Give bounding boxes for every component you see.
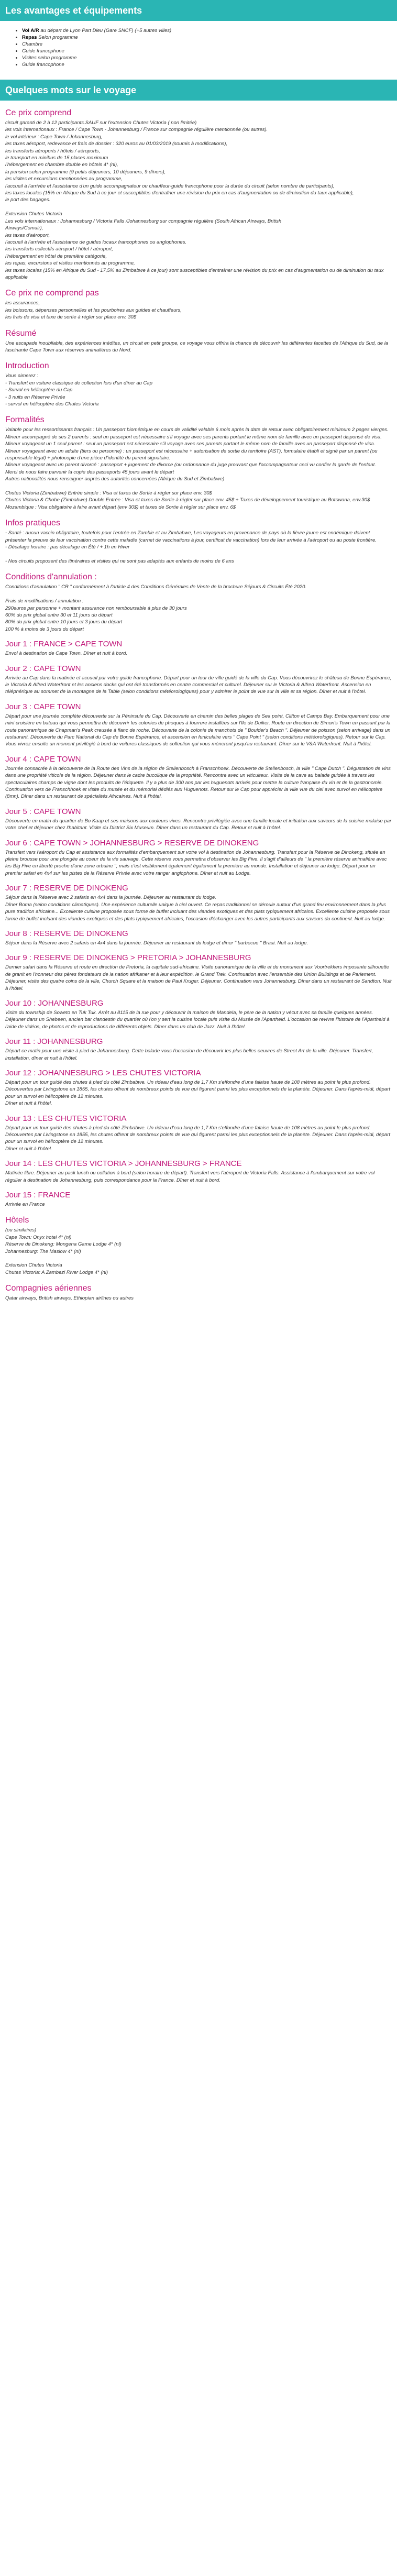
hotels-text: (ou similaires) Cape Town: Onyx hotel 4* (nl) Réserve de Dinokeng: Mongena Game Lodge 4* (nl) Johannesburg: The Maslow 4* (nl) Extension Chutes Victoria Chutes Victoria: A Zambezi River Lodge 4* (nl) xyxy=(5,1227,122,1275)
day-text: Arrivée en France xyxy=(5,1202,45,1208)
airlines-text: Qatar airways, British airways, Ethiopian airlines ou autres xyxy=(5,1295,134,1302)
day-text: Départ ce matin pour une visite à pied de Johannesburg. Cette balade vous l'occasion de découvrir les plus belles oeuvres de Street Art de la ville. Déjeuner. Transfert, installation, dîner et nuit à l'hôtel. xyxy=(5,1048,373,1061)
price-includes-text: circuit garanti de 2 à 12 participants.SAUF sur l'extension Chutes Victoria ( non limitée) les vols internationaux : France / Cape Town - Johannesburg / France sur compagnie régulière mentionnée (ou autres). le vol intérieur : Cape Town / Johannesburg, les taxes aéroport, redevance et frais de dossier : 320 euros au 01/03/2019 (soumis à modifications), les transferts aéroports / hôtels / aéroports, le transport en minibus de 15 places maximum l'hébergement en chambre double en hôtels 4* (nl), la pension selon programme (9 petits déjeuners, 10 déjeuners, 9 dîners), les visites et excursions mentionnées au programme, l'accueil à l'arrivée et l'assistance d'un guide accompagnateur ou chauffeur-guide francophone pour la durée du circuit (selon nombre de participants), les taxes locales (15% en Afrique du Sud à ce jour et susceptibles d'entraîner une révision du prix en cas d'augmentation ou de diminution du taux applicable), le port des bagages. Extension Chutes Victoria Les vols internationaux : Johannesburg / Victoria Falls /Johannesburg sur compagnie régulière (South African Airways, British Airways/Comair), les taxes d'aéroport, l'accueil à l'arrivée et l'assistance de guides locaux francophones ou anglophones. les transferts collectifs aéroport / hôtel / aéroport, l'hébergement en hôtel de première catégorie, les repas, excursions et visites mentionnés au programme, les taxes locales (15% en Afrique du Sud - 17,5% au Zimbabwe à ce jour) sont susceptibles d'entraîner une révision du prix en cas d'augmentation ou de diminution du taux applicable xyxy=(5,120,384,280)
conditions-text: Conditions d'annulation " CR " conformément à l'article 4 des Conditions Générales de Vente de la brochure Séjours & Circuits Été 2020. Frais de modifications / annulation : 290euros par personne + montant assurance non remboursable à plus de 30 jours 60% du prix global entre 30 et 11 jours du départ 80% du prix global entre 10 jours et 3 jours du départ 100 % à moins de 3 jours du départ xyxy=(5,584,307,632)
day-title: Jour 11 : JOHANNESBURG xyxy=(5,1037,103,1047)
day-title: Jour 13 : LES CHUTES VICTORIA xyxy=(5,1114,127,1123)
day-text: Séjour dans la Réserve avec 2 safaris en 4x4 dans la journée. Déjeuner au restaurant du lodge et dîner " barbecue " Braai. Nuit au lodge. xyxy=(5,940,308,946)
airlines-heading: Compagnies aériennes xyxy=(5,1284,92,1293)
day-text: Départ pour un tour guidé des chutes à pied du côté Zimbabwe. Un rideau d'eau long de 1,7 Km s'effondre d'une falaise haute de 108 mètres au point le plus profond. Découvertes par Livingstone en 1855, les chutes offrent de nombreux points de vue qui figurent parmi les plus exceptionnels de la planète. Déjeuner. Dans l'après-midi, départ pour un survol en hélicoptère de 12 minutes. Dîner et nuit à l'hôtel. xyxy=(5,1125,390,1152)
day-title: Jour 10 : JOHANNESBURG xyxy=(5,998,104,1008)
health-text: - Santé : aucun vaccin obligatoire, toutefois pour l'entrée en Zambie et au Zimbabwe, Les voyageurs en provenance de pays où la fièvre jaune est endémique doivent présenter la preuve de leur vaccination contre cette maladie (carnet de vaccinations à jour, certificat de vaccination) lors de leur arrivée à l'aéroport ou au poste frontière. - Décalage horaire : pas décalage en Été / + 1h en Hiver - Nos circuits proposent des itinéraires et visites qui ne sont pas adaptés aux enfants de moins de 6 ans xyxy=(5,530,377,564)
itinerary xyxy=(5,639,392,1208)
day-text: Dernier safari dans la Réserve et route en direction de Pretoria, la capitale sud-africaine. Visite panoramique de la ville et du monument aux Voortrekkers imposante silhouette de granit en l'honneur des pères fondateurs de la nation afrikaner et à leur expédition, le Grand Trek. Continuation avec l'ensemble des Union Buildings et de Parlement. Déjeuner, visite des quatre coins de la ville, Church Square et la maison de Paul Kruger. Déjeuner. Continuation vers Johannesburg. Dîner dans un restaurant de Sandton. Nuit à l'hôtel. xyxy=(5,964,392,992)
day-title: Jour 4 : CAPE TOWN xyxy=(5,754,81,764)
day-text: Découverte en matin du quartier de Bo Kaap et ses maisons aux couleurs vives. Rencontre privilégiée avec une famille locale et initiation aux saveurs de la cuisine malaise par votre chef et déjeuner chez l'habitant. Visite du District Six Museum. Dîner dans un restaurant du Cap. Retour et nuit à l'hôtel. xyxy=(5,818,392,831)
advantages-list xyxy=(5,27,392,68)
formalities-text: Valable pour les ressortissants français : Un passeport biométrique en cours de validité valable 6 mois après la date de retour avec obligatoirement minimum 2 pages vierges. Mineur accompagné de ses 2 parents : seul un passeport est nécessaire s'il voyage avec ses parents portant le même nom de famille avec un passeport disponsé de visa. Mineur voyageant un 1 seul parent : seul un passeport est nécessaire s'il voyage avec ses parents portant le même nom de famille avec un passeport disponsé de visa. Mineur voyageant avec un adulte (tiers ou personne) : un passeport est nécessaire + autorisation de sortie du territoire (AST), formulaire établi et signé par un parent (ou responsable légal) + photocopie d'une pièce d'identité du parent signataire. Mineur voyageant avec un parent divorcé : passeport + jugement de divorce (ou ordonnance du juge prouvant que l'accompagnateur ceci vu confier la garde de l'enfant. Merci de nous faire parvenir la copie des passeports 45 jours avant le départ Autres nationalités nous renseigner auprès des autorités concernées (Afrique du Sud et Zimbabwe) Chutes Victoria (Zimbabwe) Entrée simple : Visa et taxes de Sortie à régler sur place env. 30$ Chutes Victoria & Chobe (Zimbabwe) Double Entrée : Visa et taxes de Sortie à régler sur place env. 45$ + Taxes de développement touristique au Botswana, env.30$ Mozambique : Visa obligatoire à faire avant départ (env 30$) et taxes de Sortie à régler sur place env. 6$ xyxy=(5,427,389,510)
day-title: Jour 5 : CAPE TOWN xyxy=(5,807,81,816)
list-item: • Visites selon programme xyxy=(22,54,392,61)
day-text: Arrivée au Cap dans la matinée et accueil par votre guide francophone. Départ pour un tour de ville guidé de la ville du Cap. Vous découvrirez le château de Bonne Espérance, le Victoria & Alfred Waterfront et les anciens docks qui ont été transformés en centre commercial et culturel. Déjeuner sur le Victoria & Alfred Waterfront. Ascension en téléphérique au sommet de la montagne de la Table (selon conditions météorologiques) pour y admirer le point de vue sur la ville et sa région. Dîner et nuit à l'hôtel. xyxy=(5,675,392,695)
day-title: Jour 1 : FRANCE > CAPE TOWN xyxy=(5,640,123,649)
day-title: Jour 8 : RESERVE DE DINOKENG xyxy=(5,929,128,938)
details-banner: Quelques mots sur le voyage xyxy=(0,80,397,101)
day-title: Jour 15 : FRANCE xyxy=(5,1191,71,1200)
day-text: Séjour dans la Réserve avec 2 safaris en 4x4 dans la journée. Déjeuner au restaurant du lodge. Dîner Boma (selon conditions climatiques). Une expérience culturelle unique à ciel ouvert. Ce repas traditionnel se déroule autour d'un grand feu environnement dans la plus pure tradition africaine... Excellente cuisine proposée sous forme de buffet incluant des viandes exotiques et des plats typiquement africains. Excellente cuisine proposée sous forme de buffet incluant des viandes exotiques et des plats typiquement africains, l'occasion d'échanger avec les autres participants aux saveurs du continent. Nuit au lodge. xyxy=(5,895,390,922)
day-title: Jour 6 : CAPE TOWN > JOHANNESBURG > RESERVE DE DINOKENG xyxy=(5,838,259,847)
day-title: Jour 3 : CAPE TOWN xyxy=(5,702,81,711)
day-title: Jour 9 : RESERVE DE DINOKENG > PRETORIA > JOHANNESBURG xyxy=(5,953,251,963)
introduction-heading: Introduction xyxy=(5,361,49,371)
list-item: • Guide francophone xyxy=(22,61,392,68)
day-text: Journée consacrée à la découverte de la Route des Vins de la région de Stellenbosch à Franschhoek. Découverte de Stellenbosch, la ville " Cape Dutch ". Dégustation de vins dans une propriété viticole de la région. Déjeuner dans le cadre bucolique de la propriété. Rencontre avec un viticulteur. Visite de la cave au balade guidée à travers les spectaculaires champs de vigne dont les produits de l'étiquette. Il y a plus de 300 ans par les huguenots arrivés pour mettre la culture française du vin et de la gastronomie. Continuation vers de Franschhoek et visite du musée et du mémorial dédiés aux Huguenots. Retour sur le Cap pour apprécier la ville vue du ciel avec survol en hélicoptère (8mn). Dîner dans un restaurant de spécialités Africaines. Nuit à l'hôtel. xyxy=(5,765,391,800)
introduction-text: Vous aimerez : - Transfert en voiture classique de collection lors d'un dîner au Cap - Survol en hélicoptère du Cap - 3 nuits en Réserve Privée - survol en hélicoptère des Chutes Victoria xyxy=(5,373,152,407)
summary-text: Une escapade inoubliable, des expériences inédites, un circuit en petit groupe, ce voyage vous offrira la chance de découvrir les différentes facettes de l'Afrique du Sud, de la fascinante Cape Town aux réserves animalières du Nord. xyxy=(5,340,389,353)
summary-heading: Résumé xyxy=(5,328,37,338)
day-title: Jour 12 : JOHANNESBURG > LES CHUTES VICTORIA xyxy=(5,1068,201,1077)
formalities-heading: Formalités xyxy=(5,415,45,425)
list-item: • Repas Selon programme xyxy=(22,34,392,41)
hotels-heading: Hôtels xyxy=(5,1216,29,1225)
advantages-banner: Les avantages et équipements xyxy=(0,0,397,21)
health-heading: Infos pratiques xyxy=(5,519,60,528)
day-text: Visite du township de Soweto en Tuk Tuk. Arrêt au 8115 de la rue pour y découvrir la maison de Mandela, le père de la nation y vécut avec sa famille quelques années. Déjeuner dans un Shebeen, ancien bar clandestin du quartier où l'on y sert la cuisine locale puis visite du Musée de l'Apartheid. L'occasion de revivre l'histoire de l'Apartheid à l'aide de vidéos, de photos et de reproductions de différents objets. Dîner dans un club de Jazz. Nuit à l'hôtel. xyxy=(5,1009,390,1030)
day-text: Matinée libre. Déjeuner au pack lunch ou collation à bord (selon horaire de départ). Transfert vers l'aéroport de Victoria Falls. Assistance à l'embarquement sur votre vol régulier à destination de Johannesburg, puis correspondance pour la France. Dîner et nuit à bord. xyxy=(5,1170,375,1183)
details-section xyxy=(0,108,397,1306)
list-item: • Vol A/R au départ de Lyon Part Dieu (Gare SNCF) (+5 autres villes) xyxy=(22,27,392,34)
day-text: Envol à destination de Cape Town. Dîner et nuit à bord. xyxy=(5,651,128,657)
day-text: Transfert vers l'aéroport du Cap et assistance aux formalités d'embarquement sur votre vol à destination de Johannesburg. Transfert pour la Réserve de Dinokeng, située en pleine brousse pour une plongée au coeur de la vie sauvage. Cette réserve vous permettra d'observer les Big Five. Il s'agit d'ailleurs de " la première réserve animalière avec les Big Five en liberté proche d'une zone urbaine ", mais c'est visiblement également également la première au monde. Installation et déjeuner au lodge. Départ pour un premier safari en 4x4 sur les pistes de la Réserve Privée avec votre ranger anglophone. Dîner et nuit au Lodge. xyxy=(5,849,387,876)
conditions-heading: Conditions d'annulation : xyxy=(5,573,97,582)
day-text: Départ pour une journée complète découverte sur la Péninsule du Cap. Découverte en chemin des belles plages de Sea point, Clifton et Camps Bay. Embarquement pour une mini croisière en bateau qui vous permettra de découvrir les colonies de phoques à fourrure installées sur l'île de Duiker. Route en direction de Simon's Town en passant par la route panoramique de Chapman's Peak creusée à flanc de roche. Découverte de la colonie de manchots de " Boulder's Beach ". Déjeuner de poisson (selon arrivage) dans un restaurant. Découverte du Parc National du Cap de Bonne Espérance, et ascension en funiculaire vers " Cape Point " (selon conditions météorologiques). Retour sur le Cap. Vous vivrez ensuite un moment privilégié à bord de voitures classiques de collection qui vous mèneront jusqu'au restaurant. Dîner sur le V&A Waterfront. Nuit à l'hôtel. xyxy=(5,713,391,747)
price-includes-heading: Ce prix comprend xyxy=(5,108,72,117)
day-title: Jour 7 : RESERVE DE DINOKENG xyxy=(5,884,128,893)
list-item: • Chambre xyxy=(22,41,392,48)
list-item: • Guide francophone xyxy=(22,48,392,54)
day-title: Jour 14 : LES CHUTES VICTORIA > JOHANNESBURG > FRANCE xyxy=(5,1159,242,1169)
day-title: Jour 2 : CAPE TOWN xyxy=(5,664,81,673)
price-excludes-text: les assurances, les boissons, dépenses personnelles et les pourboires aux guides et chauffeurs, les frais de visa et taxe de sortie à régler sur place env. 30$ xyxy=(5,300,182,321)
day-text: Départ pour un tour guidé des chutes à pied du côté Zimbabwe. Un rideau d'eau long de 1,7 Km s'effondre d'une falaise haute de 108 mètres au point le plus profond. Découvertes par Livingstone en 1855, les chutes offrent de nombreux points de vue qui figurent parmi les plus exceptionnels de la planète. Déjeuner. Dans l'après-midi, départ pour un survol en hélicoptère de 12 minutes. Dîner et nuit à l'hôtel. xyxy=(5,1079,390,1107)
advantages-section xyxy=(0,27,397,68)
price-excludes-heading: Ce prix ne comprend pas xyxy=(5,289,99,298)
